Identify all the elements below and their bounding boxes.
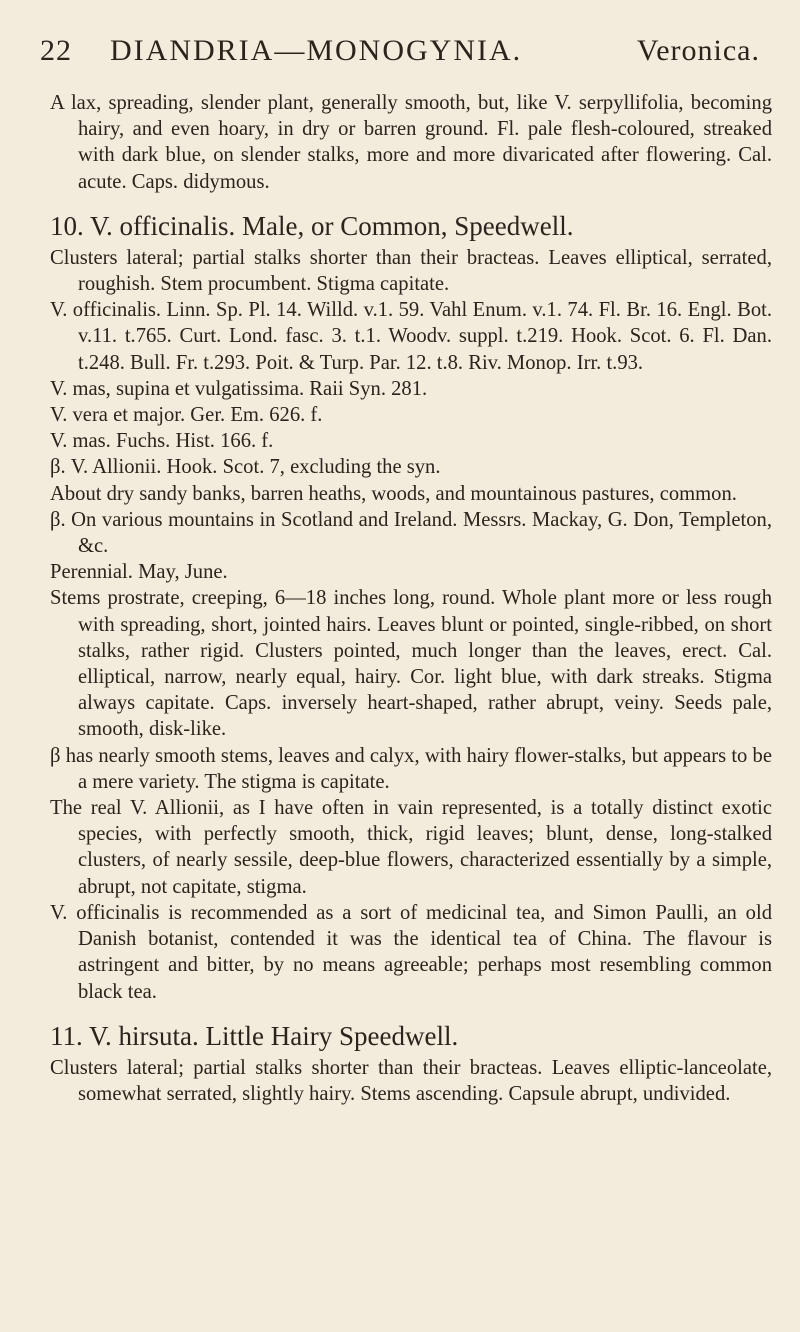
text-paragraph: V. officinalis. Linn. Sp. Pl. 14. Willd. v.1. 59. Vahl Enum. v.1. 74. Fl. Br. 16. Engl. Bot. v.11. t.765. Curt. Lond. fasc. 3. t.1. Woodv. suppl. t.219. Hook. Scot. 6. Fl. Dan. t.248. Bull. Fr. t.293. Poit. & Turp. Par. 12. t.8. Riv. Monop. Irr. t.93. [50,299,772,374]
text-paragraph: V. mas. Fuchs. Hist. 166. f. [50,430,274,453]
page-body [50,90,772,1107]
text-paragraph: V. officinalis is recommended as a sort of medicinal tea, and Simon Paulli, an old Danish botanist, contended it was the identical tea of China. The flavour is astringent and bitter, by no means agreeable; perhaps most resembling common black tea. [50,901,772,1003]
running-header [40,28,770,76]
running-title: DIANDRIA—MONOGYNIA. [110,34,523,67]
species-heading: 11. V. hirsuta. Little Hairy Speedwell. [50,1020,459,1051]
text-paragraph: A lax, spreading, slender plant, generally smooth, but, like V. serpyllifolia, becoming hairy, and even hoary, in dry or barren ground. Fl. pale flesh-coloured, streaked with dark blue, on slender stalks, more and more divaricated after flowering. Cal. acute. Caps. didymous. [50,92,772,193]
genus-name: Veronica. [636,34,760,67]
text-paragraph: The real V. Allionii, as I have often in vain represented, is a totally distinct exotic species, with perfectly smooth, thick, rigid leaves; blunt, dense, long-stalked clusters, of nearly sessile, deep-blue flowers, characterized essentially by a simple, abrupt, not capitate, stigma. [50,797,772,898]
text-paragraph: Clusters lateral; partial stalks shorter than their bracteas. Leaves elliptical, serrated, roughish. Stem procumbent. Stigma capitate. [50,246,772,296]
text-paragraph: β. V. Allionii. Hook. Scot. 7, excluding the syn. [50,456,441,479]
text-paragraph: V. vera et major. Ger. Em. 626. f. [50,404,323,427]
text-paragraph: Stems prostrate, creeping, 6—18 inches long, round. Whole plant more or less rough with spreading, short, jointed hairs. Leaves blunt or pointed, single-ribbed, on short stalks, rather rigid. Clusters pointed, much longer than the leaves, erect. Cal. elliptical, narrow, nearly equal, hairy. Cor. light blue, with dark streaks. Stigma always capitate. Caps. inversely heart-shaped, rather abrupt, veiny. Seeds pale, smooth, disk-like. [50,587,772,741]
text-paragraph: Perennial. May, June. [50,561,228,584]
text-paragraph: β. On various mountains in Scotland and Ireland. Messrs. Mackay, G. Don, Templeton, &c. [50,508,772,558]
text-paragraph: About dry sandy banks, barren heaths, woods, and mountainous pastures, common. [50,482,737,505]
text-paragraph: V. mas, supina et vulgatissima. Raii Syn. 281. [50,377,428,400]
species-heading: 10. V. officinalis. Male, or Common, Speedwell. [50,210,574,241]
text-paragraph: Clusters lateral; partial stalks shorter than their bracteas. Leaves elliptic-lanceolate, somewhat serrated, slightly hairy. Stems ascending. Capsule abrupt, undivided. [50,1056,772,1105]
page-number: 22 [40,34,72,67]
text-paragraph: β has nearly smooth stems, leaves and calyx, with hairy flower-stalks, but appears to be a mere variety. The stigma is capitate. [50,744,772,793]
